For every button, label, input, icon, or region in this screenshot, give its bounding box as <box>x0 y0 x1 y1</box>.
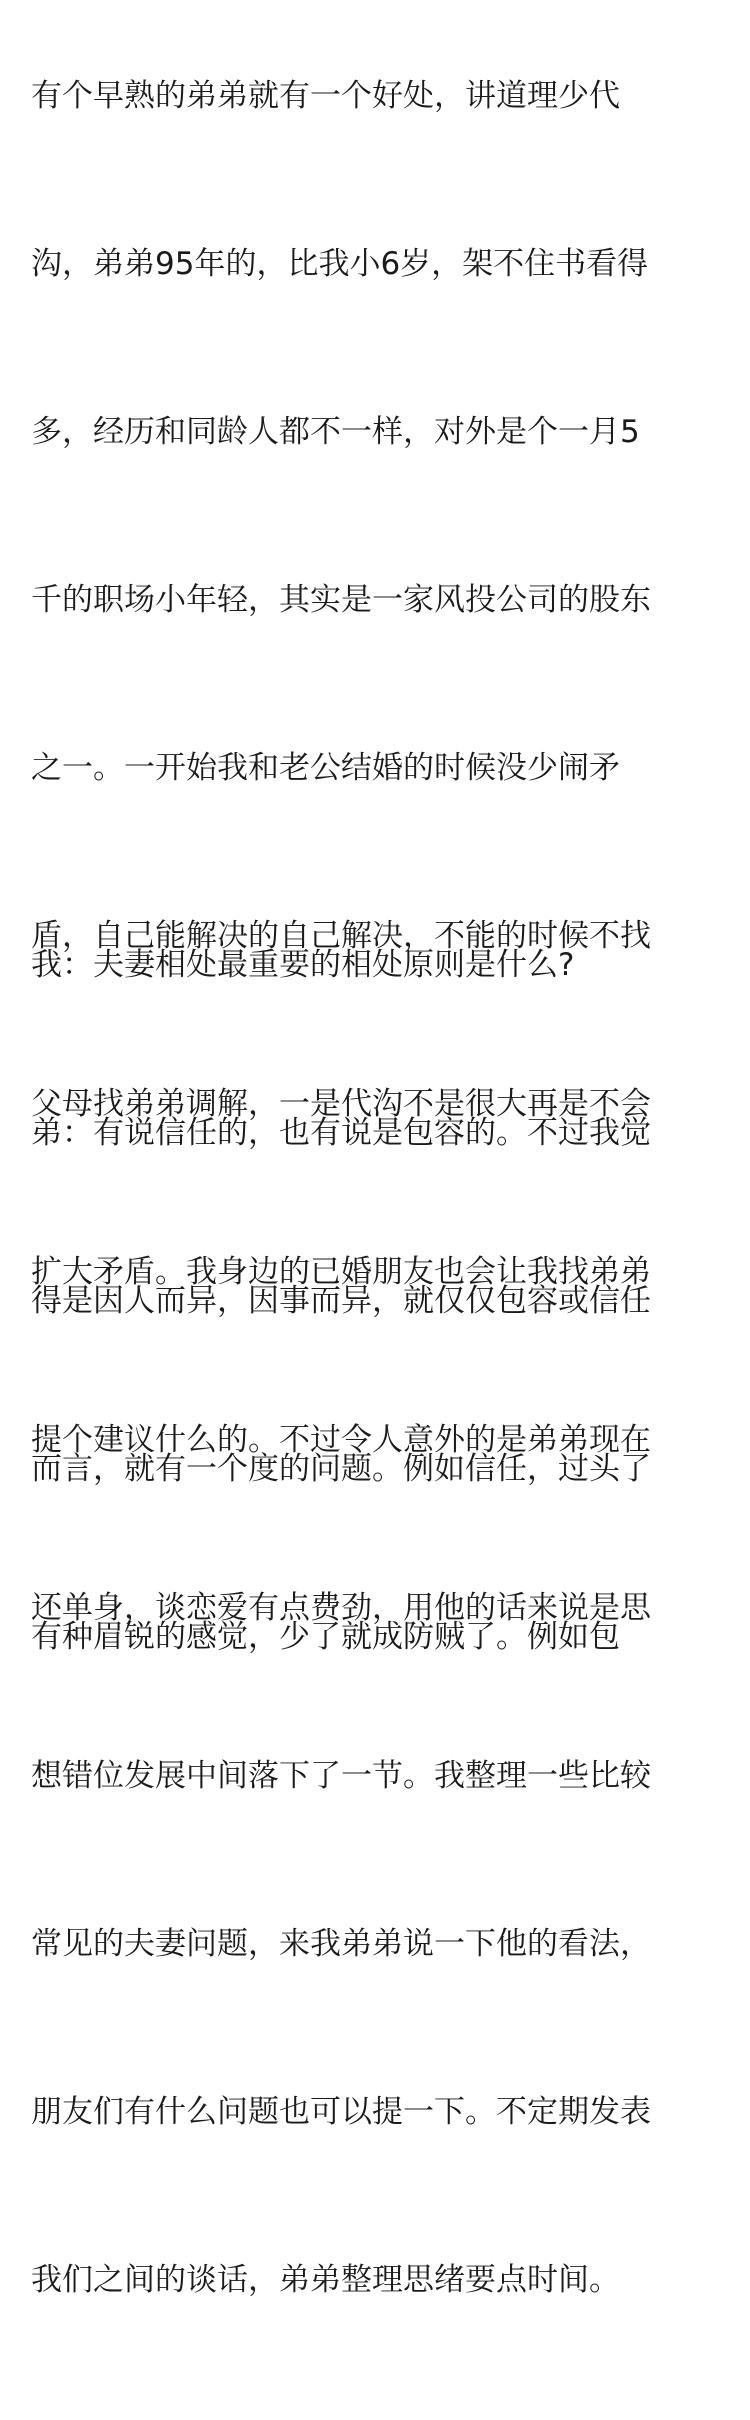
intro-line-10: 还单身，谈恋爱有点费劲，用他的话来说是思 <box>31 1590 651 1626</box>
dialogue-line-3: 得是因人而异，因事而异，就仅仅包容或信任 <box>31 1283 651 1319</box>
intro-line-12: 常见的夫妻问题，来我弟弟说一下他的看法， <box>31 1926 651 1962</box>
intro-line-5: 之一。一开始我和老公结婚的时候没少闹矛 <box>31 750 620 786</box>
intro-line-2: 沟，弟弟95年的，比我小6岁，架不住书看得 <box>31 246 649 282</box>
intro-line-11: 想错位发展中间落下了一节。我整理一些比较 <box>31 1758 651 1794</box>
intro-line-9: 提个建议什么的。不过令人意外的是弟弟现在 <box>31 1422 651 1458</box>
intro-line-7: 父母找弟弟调解，一是代沟不是很大再是不会 <box>31 1086 651 1122</box>
intro-line-1: 有个早熟的弟弟就有一个好处，讲道理少代 <box>31 78 620 114</box>
dialogue-line-2: 弟：有说信任的，也有说是包容的。不过我觉 <box>31 1115 651 1151</box>
intro-line-13: 朋友们有什么问题也可以提一下。不定期发表 <box>31 2094 651 2130</box>
intro-line-4: 千的职场小年轻，其实是一家风投公司的股东 <box>31 582 651 618</box>
dialogue-paragraph <box>31 825 721 1777</box>
intro-line-3: 多，经历和同龄人都不一样，对外是个一月5 <box>31 414 640 450</box>
intro-line-8: 扩大矛盾。我身边的已婚朋友也会让我找弟弟 <box>31 1254 651 1290</box>
dialogue-line-5: 有种眉锐的感觉，少了就成防贼了。例如包 <box>31 1619 620 1655</box>
dialogue-line-1: 我：夫妻相处最重要的相处原则是什么? <box>31 947 575 983</box>
intro-line-6: 盾，自己能解决的自己解决，不能的时候不找 <box>31 918 651 954</box>
intro-line-14: 我们之间的谈话，弟弟整理思绪要点时间。 <box>31 2262 620 2298</box>
dialogue-line-4: 而言，就有一个度的问题。例如信任，过头了 <box>31 1451 651 1487</box>
